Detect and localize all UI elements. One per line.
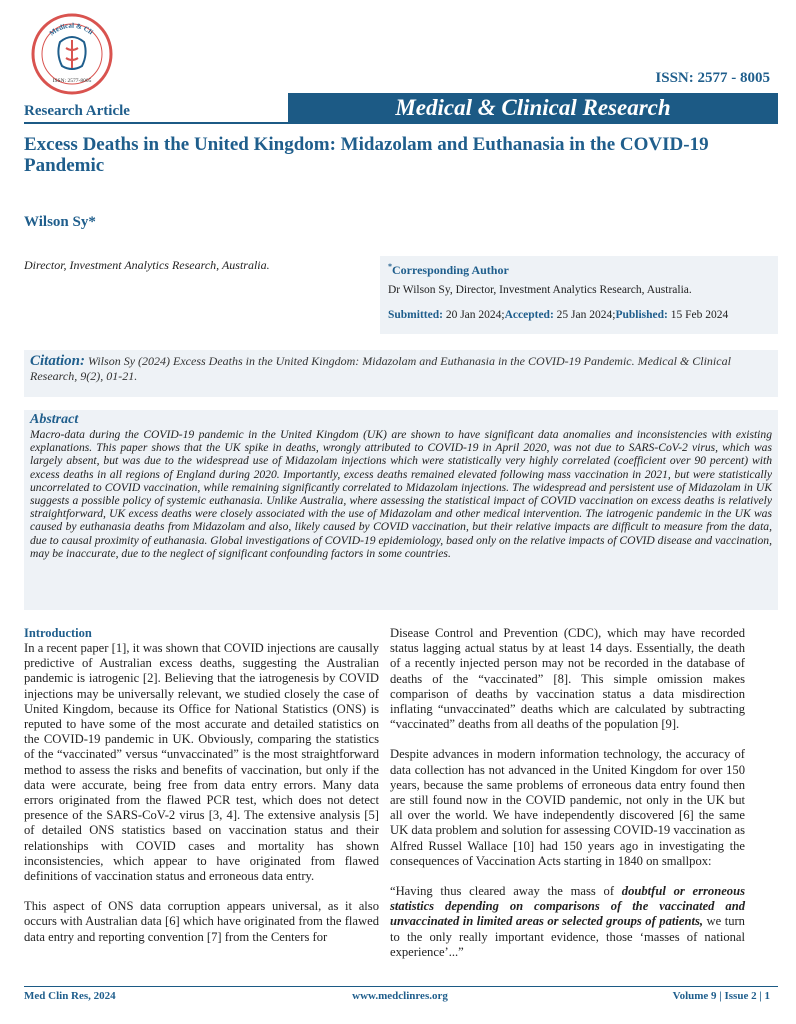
submitted-date: 20 Jan 2024;	[442, 309, 505, 321]
block-quote	[390, 884, 745, 960]
citation-box	[24, 350, 778, 397]
accepted-date: 25 Jan 2024;	[553, 309, 616, 321]
abstract-box	[24, 410, 778, 610]
author-affiliation: Director, Investment Analytics Research, Australia.	[24, 258, 270, 272]
logo-issn: ISSN: 2577-8005	[52, 78, 92, 84]
published-date: 15 Feb 2024	[667, 309, 729, 321]
abstract-heading: Abstract	[30, 412, 79, 427]
submitted-label: Submitted:	[388, 309, 443, 321]
citation-label: Citation:	[30, 353, 86, 369]
abstract-text: Macro-data during the COVID-19 pandemic in the United Kingdom (UK) are shown to have significant data anomalies and inconsistencies with existing explanations. This paper shows that the UK spike in deaths, wrongly attributed to COVID-19 in April 2020, was not due to SARS-CoV-2 virus, which was largely absent, but was due to the widespread use of Midazolam injections which were statistically very highly correlated (coefficient over 90 percent) with excess deaths in all regions of England during 2020. Importantly, excess deaths remained elevated following mass vaccination in 2021, but were statistically uncorrelated to COVID vaccination, while remaining significantly correlated to Midazolam injections. The widespread and persistent use of Midazolam in UK suggests a possible policy of systemic euthanasia. Unlike Australia, where assessing the statistical impact of COVID vaccination on excess deaths is relatively straightforward, UK excess deaths were closely associated with the use of Midazolam and other medical intervention. The iatrogenic pandemic in the UK was caused by euthanasia deaths from Midazolam and also, likely caused by COVID vaccination, but their relative impacts are difficult to measure from the data, due to causal proximity of euthanasia. Global investigations of COVID-19 epidemiology, based only on the relative impacts of COVID disease and vaccination, may be inaccurate, due to the neglect of significant confounding factors in some countries.	[30, 428, 772, 560]
introduction-heading: Introduction	[24, 626, 92, 640]
quote-emphasis: doubtful or erroneous statistics depending on comparisons of the vaccinated and unvaccinated in limited areas or selected groups of patients,	[390, 884, 745, 929]
footer-website-link[interactable]: www.medclinres.org	[352, 990, 448, 1002]
body-column-left	[24, 626, 379, 960]
accepted-label: Accepted:	[504, 309, 554, 321]
body-paragraph: Disease Control and Prevention (CDC), which may have recorded status lagging actual status by at least 14 days. Essentially, the death of a recently injected person may not be recorded in the database of deaths of the “vaccinated” [8]. This simple omission makes comparison of deaths by vaccination status a data misdirection inflating “unvaccinated” deaths which are calculated by subtracting “vaccinated” deaths from all deaths of the population [9].	[390, 626, 745, 732]
citation-text: Wilson Sy (2024) Excess Deaths in the United Kingdom: Midazolam and Euthanasia in the COVID-19 Pandemic. Medical & Clinical Research, 9(2), 01-21.	[30, 354, 731, 383]
article-title: Excess Deaths in the United Kingdom: Midazolam and Euthanasia in the COVID-19 Pandemic	[24, 134, 709, 176]
published-label: Published:	[615, 309, 668, 321]
body-paragraph: This aspect of ONS data corruption appears universal, as it also occurs with Australian data [6] which have originated from the flawed data entry and reporting convention [7] from the Centers for	[24, 899, 379, 944]
quote-start: “Having thus cleared away the mass of	[390, 884, 622, 899]
body-column-right	[390, 626, 745, 960]
header-divider	[24, 122, 778, 124]
body-paragraph: In a recent paper [1], it was shown that COVID injections are causally predictive of Australian excess deaths, suggesting the Australian pandemic is iatrogenic [2]. Believing that the iatrogenesis by COVID injections may be universally relevant, we studied closely the case of United Kingdom, because its Office for National Statistics (ONS) is reputed to have some of the most accurate and detailed statistics on the COVID-19 pandemic in UK. Obviously, comparing the statistics of the “vaccinated” versus “unvaccinated” is the most straightforward method to assess the risks and benefits of vaccination, but only if the data were accurate, being free from data entry errors. Many data errors originated from the flawed PCR test, which does not detect presence of the SARS-CoV-2 virus [3, 4]. The extensive analysis [5] of detailed ONS statistics based on vaccination status and their relationships with COVID cases and mortality has shown inconsistencies, which appear to have originated from flawed definitions of vaccination status and erroneous data entry.	[24, 641, 379, 884]
issn-label: ISSN: 2577 - 8005	[655, 70, 770, 86]
footer-divider	[24, 986, 778, 987]
quote-end: we turn to the only really important evidence, those ‘masses of national experience’...”	[390, 914, 745, 959]
corresponding-heading-text: Corresponding Author	[392, 263, 509, 277]
footer-volume-issue-page: Volume 9 | Issue 2 | 1	[672, 990, 770, 1002]
article-type: Research Article	[24, 103, 130, 119]
article-author: Wilson Sy*	[24, 214, 96, 230]
logo-text: Medical & Cli	[48, 21, 95, 38]
footer-journal-abbrev: Med Clin Res, 2024	[24, 990, 116, 1002]
corresponding-author-details: Dr Wilson Sy, Director, Investment Analytics Research, Australia.	[388, 284, 692, 296]
body-paragraph: Despite advances in modern information technology, the accuracy of data collection has not advanced in the United Kingdom for over 150 years, because the same problems of erroneous data entry found then are still found now in the COVID pandemic, not only in the UK but all over the world. We have independently discovered [6] the same UK data problem and solution for assessing COVID-19 vaccination as Alfred Russel Wallace [10] had 150 years ago in investigating the consequences of Vaccination Acts starting in 1840 on smallpox:	[390, 747, 745, 868]
corresponding-author-box	[380, 256, 778, 334]
corresponding-author-heading	[388, 262, 770, 278]
journal-logo	[30, 12, 114, 96]
journal-name-bar: Medical & Clinical Research	[288, 93, 778, 123]
corresponding-mark: *	[388, 262, 392, 271]
article-dates	[388, 309, 770, 321]
